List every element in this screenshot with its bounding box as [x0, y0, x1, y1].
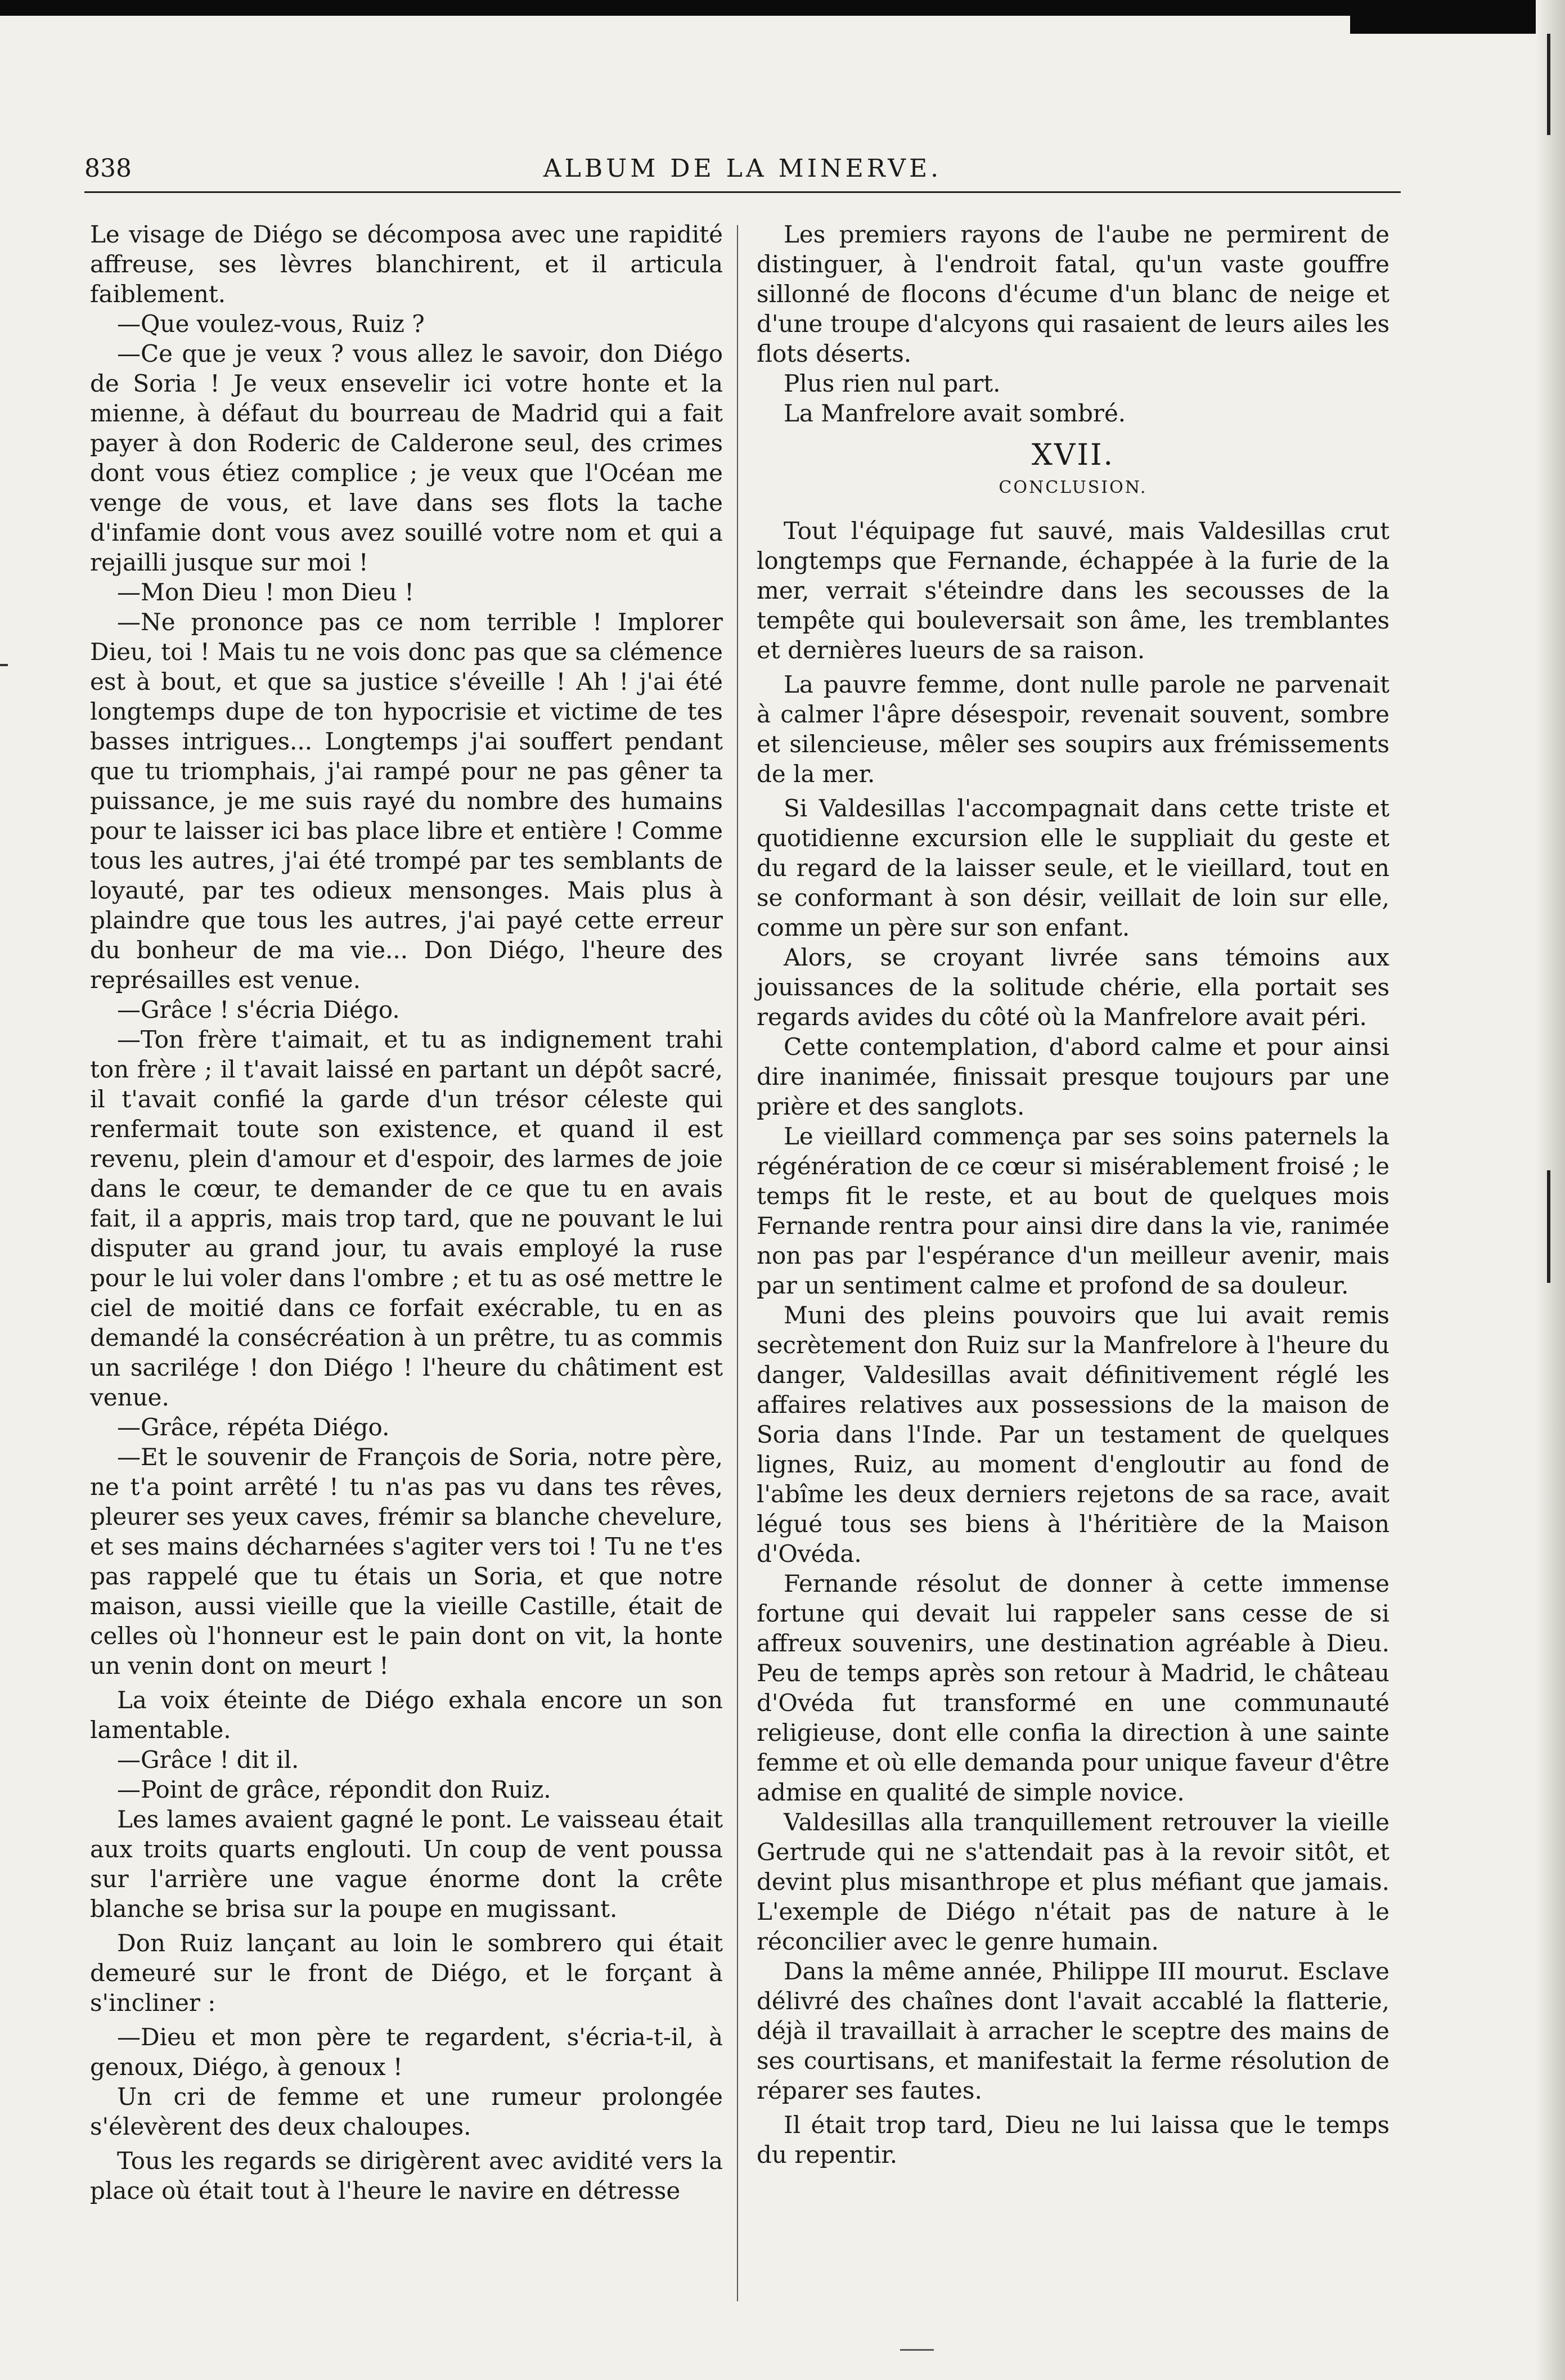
paragraph: —Grâce ! dit il.: [117, 1746, 299, 1773]
paragraph: Fernande résolut de donner à cette immense fortune qui devait lui rappeler sans cesse de si affreux souvenirs, une destination agréable à Dieu. Peu de temps après son retour à Madrid, le château d'Ovéda fut transformé en une communauté religieuse, dont elle confia la direction à une sainte femme et où elle demanda pour unique faveur d'être admise en qualité de simple novice.: [757, 1570, 1389, 1806]
paragraph: —Mon Dieu ! mon Dieu !: [117, 578, 415, 606]
running-head: [84, 146, 1401, 193]
chapter-title: CONCLUSION.: [999, 478, 1148, 497]
paragraph: Don Ruiz lançant au loin le sombrero qui était demeuré sur le front de Diégo, et le forçant à s'incliner :: [90, 1929, 723, 2017]
paragraph: —Que voulez-vous, Ruiz ?: [117, 310, 425, 338]
page: [84, 146, 1401, 2204]
paragraph: Valdesillas alla tranquillement retrouver la vieille Gertrude qui ne s'attendait pas à la revoir sitôt, et devint plus misanthrope et plus méfiant que jamais. L'exemple de Diégo n'était pas de nature à le réconcilier avec le genre humain.: [757, 1808, 1389, 1955]
paragraph: Muni des pleins pouvoirs que lui avait remis secrètement don Ruiz sur la Manfrelore à l'heure du danger, Valdesillas avait définitivement réglé les affaires relatives aux possessions de la maison de Soria dans l'Inde. Par un testament de quelques lignes, Ruiz, au moment d'engloutir au fond de l'abîme les deux derniers rejetons de sa race, avait légué tous ses biens à l'héritière de la Maison d'Ovéda.: [757, 1301, 1389, 1568]
journal-title: ALBUM DE LA MINERVE.: [543, 154, 942, 183]
paragraph: La Manfrelore avait sombré.: [784, 399, 1126, 427]
column-rule: [737, 225, 738, 2301]
paragraph: Tout l'équipage fut sauvé, mais Valdesillas crut longtemps que Fernande, échappée à la furie de la mer, verrait s'éteindre dans les secousses de la tempête qui bouleversait son âme, les tremblantes et dernières lueurs de sa raison.: [757, 517, 1389, 664]
scan-mark: [1547, 34, 1550, 135]
paragraph: —Et le souvenir de François de Soria, notre père, ne t'a point arrêté ! tu n'as pas vu dans tes rêves, pleurer ses yeux caves, frémir sa blanche chevelure, et ses mains décharnées s'agiter vers toi ! Tu ne t'es pas rappelé que tu étais un Soria, et que notre maison, aussi vieille que la vieille Castille, était de celles où l'honneur est le pain dont on vit, la honte un venin dont on meurt !: [90, 1443, 723, 1680]
scan-top-edge: [0, 0, 1565, 16]
scan-right-edge: [1536, 0, 1565, 2380]
right-column: [757, 219, 1389, 2170]
paragraph: La pauvre femme, dont nulle parole ne parvenait à calmer l'âpre désespoir, revenait souvent, sombre et silencieuse, mêler ses soupirs aux frémissements de la mer.: [757, 671, 1389, 788]
paragraph: Si Valdesillas l'accompagnait dans cette triste et quotidienne excursion elle le suppliait du geste et du regard de la laisser seule, et le vieillard, tout en se conformant à son désir, veillait de loin sur elle, comme un père sur son enfant.: [757, 794, 1389, 941]
scan-top-edge-corner: [1350, 0, 1565, 34]
paragraph: —Grâce, répéta Diégo.: [117, 1413, 390, 1441]
paragraph: Un cri de femme et une rumeur prolongée s'élevèrent des deux chaloupes.: [90, 2083, 723, 2140]
paragraph: Tous les regards se dirigèrent avec avidité vers la place où était tout à l'heure le navire en détresse: [90, 2147, 723, 2204]
left-column: [90, 219, 723, 2206]
text-columns: [84, 219, 1401, 2324]
page-number: 838: [84, 154, 132, 183]
paragraph: Les premiers rayons de l'aube ne permirent de distinguer, à l'endroit fatal, qu'un vaste gouffre sillonné de flocons d'écume d'un blanc de neige et d'une troupe d'alcyons qui rasaient de leurs ailes les flots déserts.: [757, 221, 1389, 367]
paragraph: —Point de grâce, répondit don Ruiz.: [117, 1776, 551, 1803]
paragraph: Cette contemplation, d'abord calme et pour ainsi dire inanimée, finissait presque toujours par une prière et des sanglots.: [757, 1033, 1389, 1120]
paragraph: —Ne prononce pas ce nom terrible ! Implorer Dieu, toi ! Mais tu ne vois donc pas que sa clémence est à bout, et que sa justice s'éveille ! Ah ! j'ai été longtemps dupe de ton hypocrisie et victime de tes basses intrigues... Longtemps j'ai souffert pendant que tu triomphais, j'ai rampé pour ne pas gêner ta puissance, je me suis rayé du nombre des humains pour te laisser ici bas place libre et entière ! Comme tous les autres, j'ai été trompé par tes semblants de loyauté, par tes odieux mensonges. Mais plus à plaindre que tous les autres, j'ai payé cette erreur du bonheur de ma vie... Don Diégo, l'heure des représailles est venue.: [90, 608, 723, 994]
paragraph: La voix éteinte de Diégo exhala encore un son lamentable.: [90, 1686, 723, 1744]
paragraph: —Grâce ! s'écria Diégo.: [117, 996, 400, 1023]
paragraph: —Ce que je veux ? vous allez le savoir, don Diégo de Soria ! Je veux ensevelir ici votre honte et la mienne, à défaut du bourreau de Madrid qui a fait payer à don Roderic de Calderone seul, des crimes dont vous étiez complice ; je veux que l'Océan me venge de vous, et lave dans ses flots la tache d'infamie dont vous avez souillé votre nom et qui a rejailli jusque sur moi !: [90, 340, 723, 576]
paragraph: Les lames avaient gagné le pont. Le vaisseau était aux troits quarts englouti. Un coup de vent poussa sur l'arrière une vague énorme dont la crête blanche se brisa sur la poupe en mugissant.: [90, 1806, 723, 1923]
paragraph: Dans la même année, Philippe III mourut. Esclave délivré des chaînes dont l'avait accablé la flatterie, déjà il travaillait à arracher le sceptre des mains de ses courtisans, et manifestait la ferme résolution de réparer ses fautes.: [757, 1957, 1389, 2104]
paragraph: Plus rien nul part.: [784, 370, 1001, 397]
paragraph: Le visage de Diégo se décomposa avec une rapidité affreuse, ses lèvres blanchirent, et il articula faiblement.: [90, 221, 723, 308]
paragraph: Le vieillard commença par ses soins paternels la régénération de ce cœur si misérablement froisé ; le temps fit le reste, et au bout de quelques mois Fernande rentra pour ainsi dire dans la vie, ranimée non pas par l'espérance d'un meilleur avenir, mais par un sentiment calme et profond de sa douleur.: [757, 1122, 1389, 1299]
scan-mark: [0, 664, 8, 666]
chapter-number: XVII.: [1031, 438, 1115, 472]
scan-mark: [1547, 1170, 1550, 1283]
paragraph: —Dieu et mon père te regardent, s'écria-t-il, à genoux, Diégo, à genoux !: [90, 2023, 723, 2081]
scan-mark: [900, 2349, 934, 2351]
paragraph: —Ton frère t'aimait, et tu as indignement trahi ton frère ; il t'avait laissé en partant un dépôt sacré, il t'avait confié la garde d'un trésor céleste qui renfermait toute son existence, et quand il est revenu, plein d'amour et d'espoir, des larmes de joie dans le cœur, te demander de ce que tu en avais fait, il a appris, mais trop tard, que ne pouvant le lui disputer au grand jour, tu avais employé la ruse pour le lui voler dans l'ombre ; et tu as osé mettre le ciel de moitié dans ce forfait exécrable, tu en as demandé la consécréation à un prêtre, tu as commis un sacrilége ! don Diégo ! l'heure du châtiment est venue.: [90, 1026, 723, 1411]
paragraph: Il était trop tard, Dieu ne lui laissa que le temps du repentir.: [757, 2111, 1389, 2168]
paragraph: Alors, se croyant livrée sans témoins aux jouissances de la solitude chérie, ella portait ses regards avides du côté où la Manfrelore avait péri.: [757, 944, 1389, 1031]
